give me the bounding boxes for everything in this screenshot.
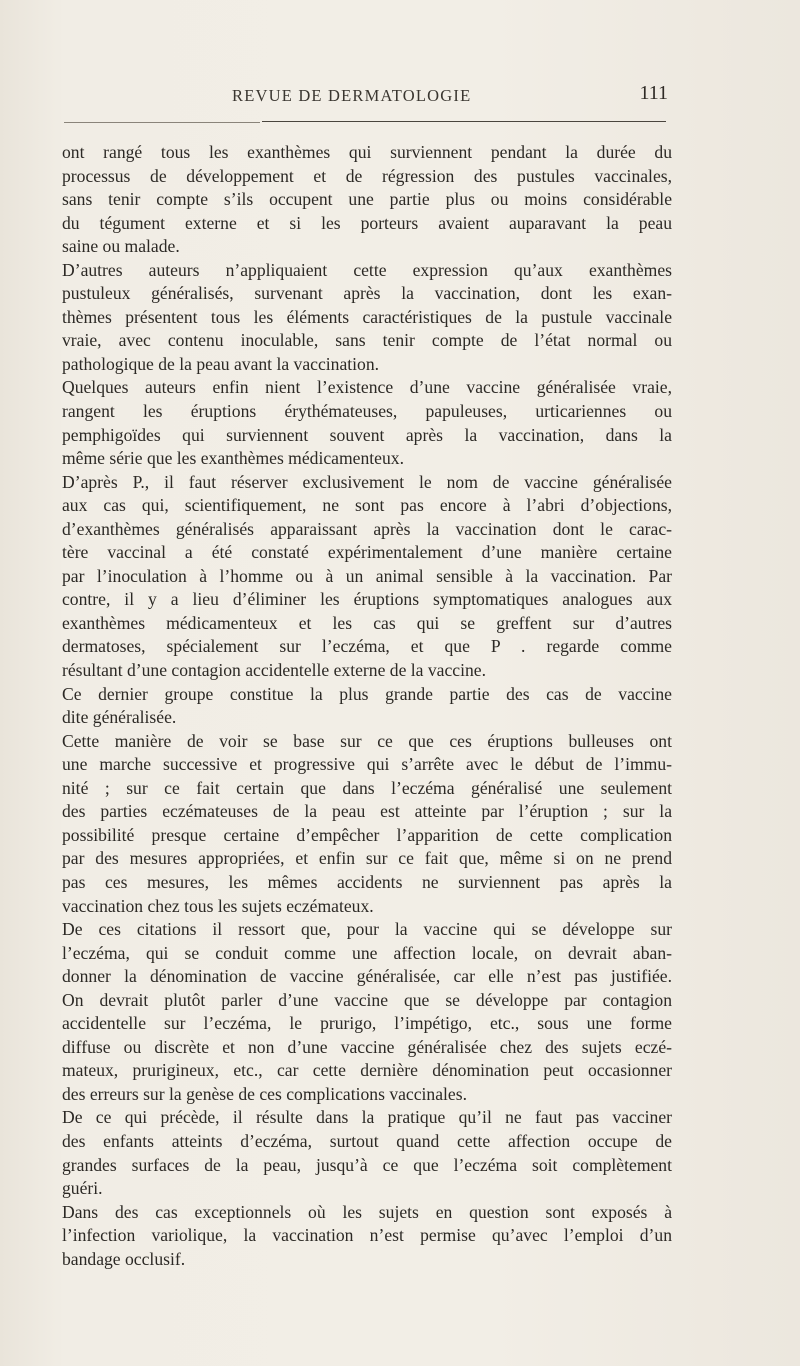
text-line: du tégument externe et si les porteurs avaient auparavant la peau: [62, 212, 672, 233]
text-line: l’eczéma, qui se conduit comme une affection locale, on devrait aban-: [62, 942, 672, 963]
text-line: aux cas qui, scientifiquement, ne sont pas encore à l’abri d’objections,: [62, 495, 672, 516]
header-rule-left: [64, 122, 260, 123]
text-line: résultant d’une contagion accidentelle externe de la vaccine.: [62, 660, 486, 681]
text-line: pas ces mesures, les mêmes accidents ne surviennent pas après la: [62, 871, 672, 892]
text-line: pustuleux généralisés, survenant après la vaccination, dont les exan-: [62, 283, 672, 304]
text-line: l’infection variolique, la vaccination n’est permise qu’avec l’emploi d’un: [62, 1225, 672, 1246]
text-line: On devrait plutôt parler d’une vaccine que se développe par contagion: [62, 989, 672, 1010]
text-line: dite généralisée.: [62, 707, 177, 728]
text-line: par des mesures appropriées, et enfin sur ce fait que, même si on ne prend: [62, 848, 672, 869]
text-line: rangent les éruptions érythémateuses, papuleuses, urticariennes ou: [62, 401, 672, 422]
text-line: thèmes présentent tous les éléments caractéristiques de la pustule vaccinale: [62, 306, 672, 327]
text-line: Dans des cas exceptionnels où les sujets en question sont exposés à: [62, 1201, 672, 1222]
text-line: D’autres auteurs n’appliquaient cette expression qu’aux exanthèmes: [62, 259, 672, 280]
text-line: accidentelle sur l’eczéma, le prurigo, l’impétigo, etc., sous une forme: [62, 1013, 672, 1034]
text-line: D’après P., il faut réserver exclusivement le nom de vaccine généralisée: [62, 471, 672, 492]
text-line: ont rangé tous les exanthèmes qui surviennent pendant la durée du: [62, 142, 672, 162]
text-line: exanthèmes médicamenteux et les cas qui se greffent sur d’autres: [62, 612, 672, 633]
text-line: vaccination chez tous les sujets eczémateux.: [62, 895, 374, 916]
text-line: grandes surfaces de la peau, jusqu’à ce que l’eczéma soit complètement: [62, 1154, 672, 1175]
running-title: REVUE DE DERMATOLOGIE: [232, 86, 472, 105]
text-line: saine ou malade.: [62, 236, 180, 257]
text-line: diffuse ou discrète et non d’une vaccine généralisée chez des sujets eczé-: [62, 1036, 672, 1057]
text-line: Cette manière de voir se base sur ce que ces éruptions bulleuses ont: [62, 730, 672, 751]
text-line: tère vaccinal a été constaté expérimentalement d’une manière certaine: [62, 542, 672, 563]
text-line: Ce dernier groupe constitue la plus grande partie des cas de vaccine: [62, 683, 672, 704]
text-line: Quelques auteurs enfin nient l’existence d’une vaccine généralisée vraie,: [62, 377, 672, 398]
text-line: par l’inoculation à l’homme ou à un animal sensible à la vaccination. Par: [62, 565, 672, 586]
text-line: pemphigoïdes qui surviennent souvent après la vaccination, dans la: [62, 424, 672, 445]
text-line: processus de développement et de régression des pustules vaccinales,: [62, 165, 672, 186]
header-rule: [262, 121, 666, 122]
text-line: vraie, avec contenu inoculable, sans tenir compte de l’état normal ou: [62, 330, 672, 351]
text-line: sans tenir compte s’ils occupent une partie plus ou moins considérable: [62, 189, 672, 210]
text-line: mateux, prurigineux, etc., car cette dernière dénomination peut occasionner: [62, 1060, 672, 1081]
text-line: une marche successive et progressive qui s’arrête avec le début de l’immu-: [62, 754, 672, 775]
text-line: d’exanthèmes généralisés apparaissant après la vaccination dont le carac-: [62, 518, 672, 539]
text-line: contre, il y a lieu d’éliminer les éruptions symptomatiques analogues aux: [62, 589, 672, 610]
text-line: même série que les exanthèmes médicamenteux.: [62, 448, 404, 469]
page-number: 111: [639, 82, 668, 104]
text-line: guéri.: [62, 1178, 103, 1199]
text-line: des parties eczémateuses de la peau est atteinte par l’éruption ; sur la: [62, 801, 672, 822]
body-text: [62, 141, 672, 1271]
page-header: [60, 82, 670, 110]
text-line: des enfants atteints d’eczéma, surtout quand cette affection occupe de: [62, 1130, 672, 1151]
text-line: bandage occlusif.: [62, 1248, 186, 1269]
text-line: De ce qui précède, il résulte dans la pratique qu’il ne faut pas vacciner: [62, 1107, 672, 1128]
text-line: possibilité presque certaine d’empêcher l’apparition de cette complication: [62, 824, 672, 845]
text-line: dermatoses, spécialement sur l’eczéma, et que P . regarde comme: [62, 636, 672, 657]
text-line: De ces citations il ressort que, pour la vaccine qui se développe sur: [62, 919, 672, 940]
text-line: pathologique de la peau avant la vaccination.: [62, 353, 380, 374]
text-line: des erreurs sur la genèse de ces complications vaccinales.: [62, 1083, 467, 1104]
text-line: nité ; sur ce fait certain que dans l’eczéma généralisé une seulement: [62, 777, 672, 798]
text-line: donner la dénomination de vaccine généralisée, car elle n’est pas justifiée.: [62, 966, 672, 987]
